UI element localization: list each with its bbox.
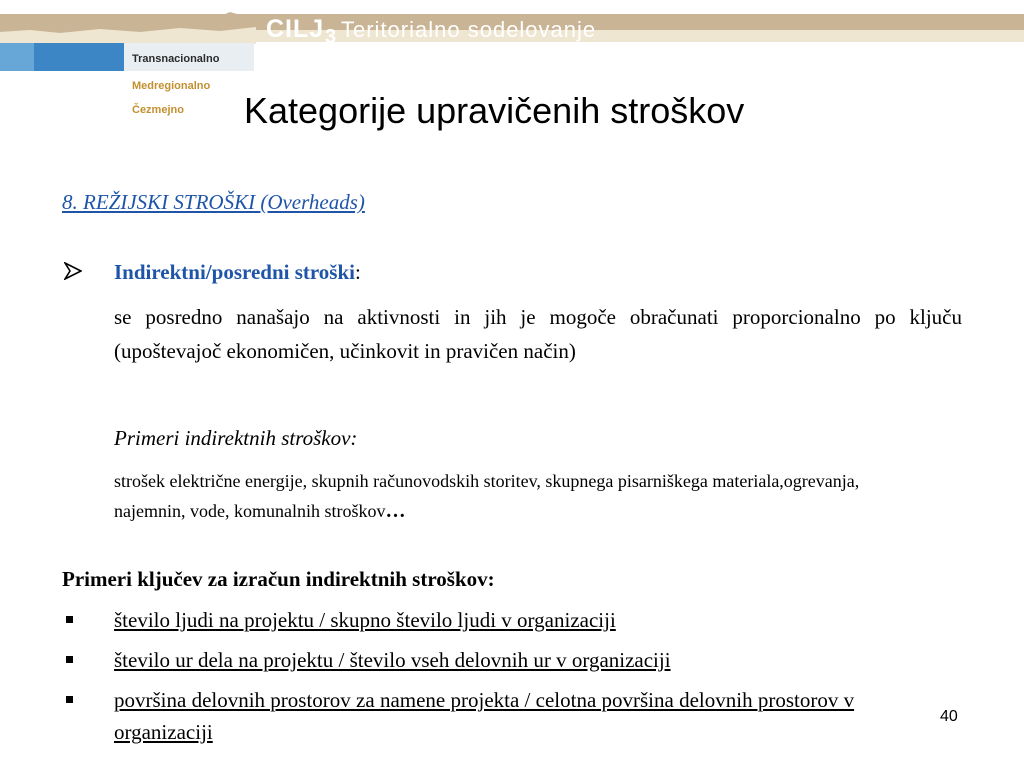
examples-ellipsis: … — [385, 500, 406, 522]
page-title: Kategorije upravičenih stroškov — [244, 90, 745, 131]
indirect-costs-label — [114, 260, 361, 285]
programme-name: Teritorialno sodelovanje — [341, 17, 597, 42]
mountain-silhouette-icon — [0, 0, 260, 44]
arrow-bullet-icon — [64, 262, 82, 280]
programme-number: 3 — [325, 26, 337, 48]
examples-text — [114, 466, 914, 526]
examples-list: strošek električne energije, skupnih računovodskih storitev, skupnega pisarniškega materiala,ogrevanja, najemnin, vode, komunalnih stroškov — [114, 471, 860, 521]
key-item-hours: število ur dela na projektu / število vseh delovnih ur v organizaciji — [114, 648, 671, 672]
key-item-floor-area: površina delovnih prostorov za namene projekta / celotna površina delovnih prostorov v organizaciji — [114, 688, 855, 744]
examples-title: Primeri indirektnih stroškov: — [114, 426, 358, 450]
keys-heading: Primeri ključev za izračun indirektnih stroškov: — [62, 567, 495, 591]
square-bullet-icon — [66, 656, 73, 663]
nav-item-transnational[interactable]: Transnacionalno — [132, 53, 220, 65]
page-number: 40 — [940, 708, 958, 725]
indirect-costs-colon: : — [355, 260, 361, 284]
nav-item-interregional[interactable]: Medregionalno — [132, 80, 211, 92]
indirect-costs-label-text: Indirektni/posredni stroški — [114, 260, 355, 284]
programme-badge: CILJ — [266, 15, 325, 43]
section-heading: 8. REŽIJSKI STROŠKI (Overheads) — [62, 190, 365, 214]
nav-accent-light — [0, 43, 34, 71]
key-item-people: število ljudi na projektu / skupno število ljudi v organizaciji — [114, 608, 616, 632]
nav-item-crossborder[interactable]: Čezmejno — [132, 104, 184, 116]
nav-accent-dark — [34, 43, 124, 71]
description-text: se posredno nanašajo na aktivnosti in jih je mogoče obračunati proporcionalno po ključu (upoštevajoč ekonomičen, učinkovit in pravičen način) — [114, 305, 962, 363]
square-bullet-icon — [66, 696, 73, 703]
square-bullet-icon — [66, 616, 73, 623]
